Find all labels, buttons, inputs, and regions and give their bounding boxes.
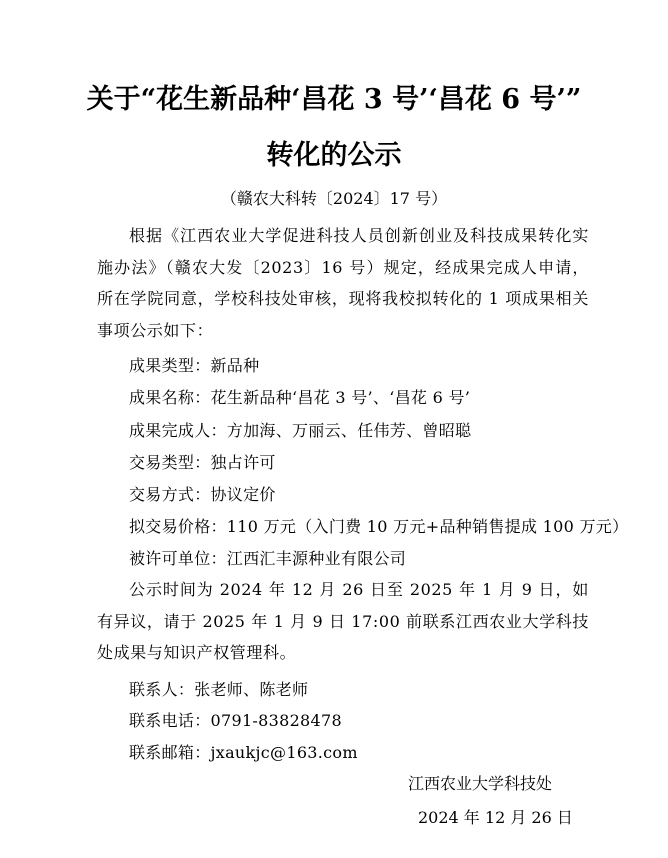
field-trade-type: 交易类型：独占许可 bbox=[129, 453, 276, 472]
field-trade-price: 拟交易价格：110 万元（入门费 10 万元+品种销售提成 100 万元） bbox=[129, 517, 629, 536]
contact-phone: 联系电话：0791-83828478 bbox=[129, 711, 342, 730]
field-achievement-name: 成果名称：花生新品种‘昌花 3 号’、‘昌花 6 号’ bbox=[129, 388, 471, 407]
signature-org: 江西农业大学科技处 bbox=[408, 774, 553, 793]
contact-person: 联系人：张老师、陈老师 bbox=[129, 680, 309, 699]
contact-email: 联系邮箱：jxaukjc@163.com bbox=[129, 743, 358, 762]
field-achievement-people: 成果完成人：方加海、万丽云、任伟芳、曾昭聪 bbox=[129, 421, 472, 440]
field-achievement-type: 成果类型：新品种 bbox=[129, 356, 260, 375]
signature-date: 2024 年 12 月 26 日 bbox=[418, 808, 573, 827]
intro-paragraph: 根据《江西农业大学促进科技人员创新创业及科技成果转化实施办法》（赣农大发〔2023〕16 号）规定，经成果完成人申请，所在学院同意，学校科技处审核，现将我校拟转化的 1 项成果相关事项公示如下： bbox=[97, 226, 589, 340]
title-line-2: 转化的公示 bbox=[266, 140, 402, 171]
notice-paragraph: 公示时间为 2024 年 12 月 26 日至 2025 年 1 月 9 日，如有异议，请于 2025 年 1 月 9 日 17:00 前联系江西农业大学科技处成果与知识产权管理科。 bbox=[97, 580, 589, 662]
document-number: （赣农大科转〔2024〕17 号） bbox=[220, 189, 448, 208]
field-licensee: 被许可单位：江西汇丰源种业有限公司 bbox=[129, 549, 407, 568]
field-trade-method: 交易方式：协议定价 bbox=[129, 485, 276, 504]
title-line-1: 关于“花生新品种‘昌花 3 号’‘昌花 6 号’” bbox=[86, 84, 582, 115]
